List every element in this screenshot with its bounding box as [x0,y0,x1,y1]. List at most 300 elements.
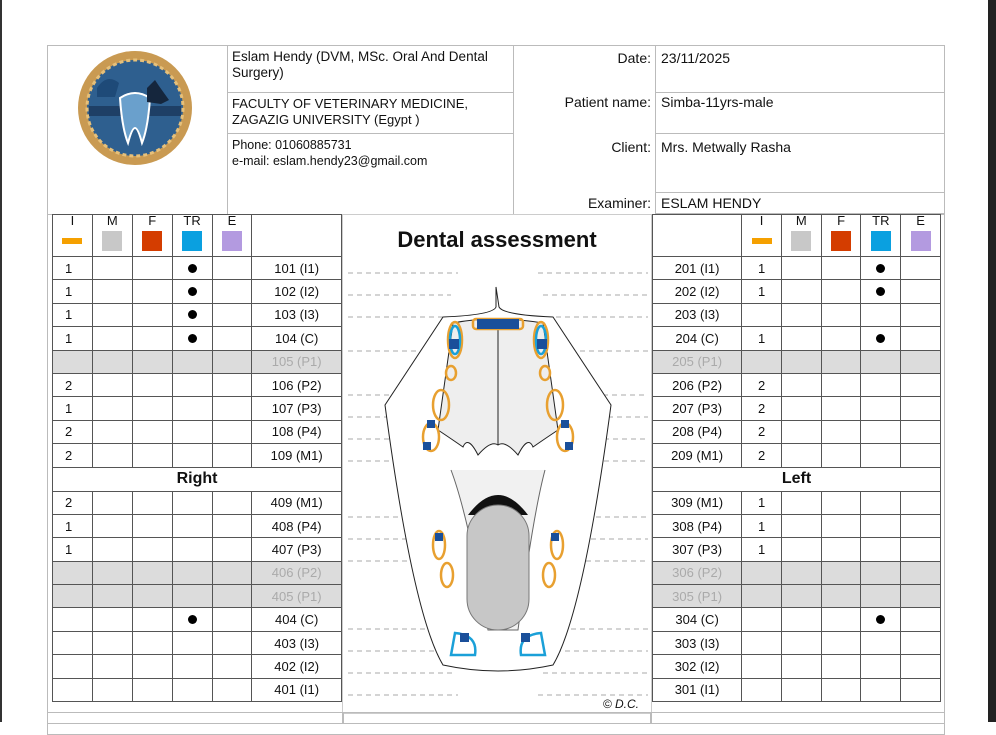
tooth-number: 202 (I2) [653,280,742,303]
cell-i[interactable]: 1 [742,491,782,514]
cell-m[interactable] [92,444,132,467]
treatment-dot [876,264,885,273]
legend-m [92,215,132,257]
next-section [343,712,651,724]
cell-i[interactable]: 2 [742,373,782,396]
legend-code: M [795,213,807,228]
cell-f[interactable] [821,514,861,537]
cell-m[interactable] [92,561,132,584]
cell-f[interactable] [132,420,172,443]
cell-m[interactable] [781,303,821,326]
legend-code: F [148,213,157,228]
cell-e[interactable] [212,303,252,326]
cell-tr[interactable] [861,257,901,280]
cell-m[interactable] [781,585,821,608]
cell-e[interactable] [901,397,941,420]
tooth-row[interactable] [53,585,342,608]
client-value: Mrs. Metwally Rasha [661,139,791,155]
legend-swatch-tr [182,231,202,251]
cell-m[interactable] [92,538,132,561]
cell-tr[interactable] [861,585,901,608]
tooth-number: 302 (I2) [653,655,742,678]
cell-tr[interactable] [172,678,212,701]
cell-f[interactable] [821,678,861,701]
cell-f[interactable] [132,444,172,467]
cell-e[interactable] [212,420,252,443]
tooth-number: 305 (P1) [653,585,742,608]
cell-tr[interactable] [172,631,212,654]
tooth-number: 203 (I3) [653,303,742,326]
diagram-title: Dental assessment [397,227,597,252]
cell-i[interactable] [53,655,93,678]
cell-tr[interactable] [861,420,901,443]
cell-e[interactable] [212,397,252,420]
cell-m[interactable] [781,350,821,373]
tooth-number: 106 (P2) [252,373,342,396]
cell-f[interactable] [821,444,861,467]
cell-f[interactable] [132,655,172,678]
tooth-row[interactable] [53,257,342,280]
tooth-row[interactable] [653,608,941,631]
tooth-number: 402 (I2) [252,655,342,678]
legend-swatch-i [62,238,82,244]
tooth-row[interactable] [653,257,941,280]
tooth-row[interactable] [53,538,342,561]
cell-i[interactable]: 1 [53,514,93,537]
tooth-row[interactable] [653,420,941,443]
cell-e[interactable] [212,655,252,678]
cell-tr[interactable] [172,538,212,561]
cell-e[interactable] [212,608,252,631]
cell-e[interactable] [212,585,252,608]
cell-m[interactable] [92,514,132,537]
tooth-number: 306 (P2) [653,561,742,584]
legend-code: TR [872,213,890,228]
email: e-mail: eslam.hendy23@gmail.com [232,154,428,168]
cell-tr[interactable] [861,561,901,584]
cell-tr[interactable] [172,420,212,443]
examiner-value: ESLAM HENDY [661,195,762,211]
tooth-number: 409 (M1) [252,491,342,514]
cell-f[interactable] [132,397,172,420]
cell-e[interactable] [901,678,941,701]
cell-tr[interactable] [861,303,901,326]
cell-f[interactable] [821,257,861,280]
cell-f[interactable] [821,327,861,350]
cell-f[interactable] [821,585,861,608]
tooth-number: 207 (P3) [653,397,742,420]
cell-tr[interactable] [861,491,901,514]
cell-f[interactable] [132,327,172,350]
cell-f[interactable] [821,655,861,678]
cell-tr[interactable] [861,678,901,701]
side-label-row [53,467,342,491]
tooth-row[interactable] [53,444,342,467]
cell-m[interactable] [92,373,132,396]
cell-m[interactable] [781,327,821,350]
cell-tr[interactable] [861,373,901,396]
tooth-row[interactable] [53,655,342,678]
tooth-number: 208 (P4) [653,420,742,443]
tooth-row[interactable] [653,491,941,514]
tooth-row[interactable] [53,561,342,584]
legend-code: F [837,213,846,228]
tooth-number: 404 (C) [252,608,342,631]
logo-cell [47,45,228,215]
cell-m[interactable] [781,514,821,537]
cell-f[interactable] [132,561,172,584]
cell-f[interactable] [821,631,861,654]
tooth-number: 107 (P3) [252,397,342,420]
treatment-dot [188,310,197,319]
cell-tr[interactable] [172,397,212,420]
tooth-row[interactable] [653,585,941,608]
cell-e[interactable] [901,655,941,678]
legend-swatch-e [911,231,931,251]
legend-code: E [227,213,237,228]
cell-i[interactable] [742,350,782,373]
cell-i[interactable]: 2 [742,444,782,467]
cell-e[interactable] [212,631,252,654]
tooth-row[interactable] [653,538,941,561]
cell-e[interactable] [212,444,252,467]
cell-f[interactable] [132,491,172,514]
tooth-row[interactable] [53,491,342,514]
cell-f[interactable] [132,585,172,608]
legend-swatch-f [831,231,851,251]
cell-tr[interactable] [172,373,212,396]
treatment-dot [188,287,197,296]
tooth-number: 303 (I3) [653,631,742,654]
cell-m[interactable] [781,491,821,514]
cell-f[interactable] [132,373,172,396]
cell-i[interactable] [53,631,93,654]
cell-i[interactable]: 1 [53,538,93,561]
cell-m[interactable] [92,350,132,373]
cell-e[interactable] [901,631,941,654]
cell-m[interactable] [781,561,821,584]
cell-m[interactable] [92,585,132,608]
cell-tr[interactable] [861,538,901,561]
cell-e[interactable] [901,491,941,514]
cell-i[interactable]: 1 [53,257,93,280]
cell-f[interactable] [132,257,172,280]
cell-tr[interactable] [861,631,901,654]
cell-tr[interactable] [861,514,901,537]
cell-m[interactable] [92,420,132,443]
cell-m[interactable] [781,373,821,396]
cell-f[interactable] [821,397,861,420]
cell-e[interactable] [901,538,941,561]
tooth-row[interactable] [653,631,941,654]
cell-f[interactable] [821,373,861,396]
cell-tr[interactable] [861,327,901,350]
cell-f[interactable] [821,420,861,443]
legend-swatch-tr [871,231,891,251]
cell-i[interactable] [742,608,782,631]
cell-i[interactable] [53,585,93,608]
cell-e[interactable] [212,538,252,561]
tooth-number: 406 (P2) [252,561,342,584]
client-label: Client: [611,139,651,155]
tooth-row[interactable] [653,678,941,701]
cell-tr[interactable] [861,280,901,303]
cell-e[interactable] [212,561,252,584]
tooth-row[interactable] [53,420,342,443]
tooth-row[interactable] [53,608,342,631]
cell-m[interactable] [781,420,821,443]
tooth-row[interactable] [653,327,941,350]
legend-row [53,215,342,257]
cell-e[interactable] [901,303,941,326]
cell-m[interactable] [781,608,821,631]
tooth-number: 401 (I1) [252,678,342,701]
legend-e [212,215,252,257]
cell-f[interactable] [132,514,172,537]
tooth-number: 109 (M1) [252,444,342,467]
cell-m[interactable] [92,257,132,280]
tooth-row[interactable] [653,561,941,584]
cell-f[interactable] [132,631,172,654]
legend-code: TR [183,213,201,228]
legend-tr [861,215,901,257]
tooth-row[interactable] [53,631,342,654]
cell-tr[interactable] [172,327,212,350]
tooth-number: 101 (I1) [252,257,342,280]
cell-m[interactable] [781,444,821,467]
legend-i [742,215,782,257]
cell-tr[interactable] [861,608,901,631]
cell-m[interactable] [781,538,821,561]
legend-f [821,215,861,257]
cell-i[interactable] [742,655,782,678]
cell-i[interactable]: 1 [53,280,93,303]
cell-tr[interactable] [861,655,901,678]
scrollbar[interactable] [988,0,996,722]
cell-m[interactable] [781,655,821,678]
cell-i[interactable]: 2 [53,420,93,443]
cell-e[interactable] [901,420,941,443]
cell-tr[interactable] [172,655,212,678]
cell-i[interactable] [742,585,782,608]
legend-f [132,215,172,257]
cell-m[interactable] [92,303,132,326]
cell-f[interactable] [821,491,861,514]
tooth-row[interactable] [653,397,941,420]
cell-tr[interactable] [172,257,212,280]
tooth-row[interactable] [53,678,342,701]
treatment-dot [188,615,197,624]
cell-i[interactable]: 1 [742,257,782,280]
cell-tr[interactable] [861,350,901,373]
cell-i[interactable] [742,678,782,701]
cell-m[interactable] [781,257,821,280]
cell-i[interactable] [53,561,93,584]
tooth-row[interactable] [53,514,342,537]
cell-m[interactable] [781,678,821,701]
blank-header [252,215,342,257]
cell-tr[interactable] [172,514,212,537]
cell-f[interactable] [132,350,172,373]
tooth-number: 301 (I1) [653,678,742,701]
legend-e [901,215,941,257]
tooth-number: 102 (I2) [252,280,342,303]
cell-tr[interactable] [172,608,212,631]
cell-e[interactable] [212,257,252,280]
treatment-dot [876,287,885,296]
cell-i[interactable]: 2 [742,397,782,420]
cell-i[interactable]: 1 [742,538,782,561]
cell-i[interactable] [53,678,93,701]
cell-f[interactable] [132,538,172,561]
tooth-row[interactable] [653,373,941,396]
cell-i[interactable]: 2 [53,373,93,396]
cell-e[interactable] [901,280,941,303]
cell-tr[interactable] [172,561,212,584]
tooth-number: 105 (P1) [252,350,342,373]
cell-i[interactable] [53,350,93,373]
side-label: Left [653,467,941,491]
cell-f[interactable] [132,608,172,631]
cell-m[interactable] [781,397,821,420]
cell-tr[interactable] [172,303,212,326]
legend-m [781,215,821,257]
cell-e[interactable] [212,327,252,350]
cell-i[interactable]: 1 [742,327,782,350]
cell-f[interactable] [821,350,861,373]
tooth-row[interactable] [653,655,941,678]
legend-tr [172,215,212,257]
tooth-row[interactable] [653,303,941,326]
cell-e[interactable] [212,514,252,537]
cell-e[interactable] [901,608,941,631]
dental-diagram [342,214,652,714]
examiner-label: Examiner: [587,195,651,211]
cell-e[interactable] [212,350,252,373]
cell-i[interactable] [742,631,782,654]
tooth-row[interactable] [53,397,342,420]
tooth-row[interactable] [53,280,342,303]
tooth-row[interactable] [53,303,342,326]
window-edge [0,0,2,722]
cell-e[interactable] [901,561,941,584]
cell-tr[interactable] [861,397,901,420]
cell-m[interactable] [92,327,132,350]
cell-f[interactable] [132,303,172,326]
tooth-row[interactable] [653,514,941,537]
tooth-number: 308 (P4) [653,514,742,537]
tooth-number: 405 (P1) [252,585,342,608]
phone: Phone: 01060885731 [232,138,352,152]
cell-e[interactable] [901,514,941,537]
cell-f[interactable] [821,561,861,584]
cell-f[interactable] [821,280,861,303]
contact-cell [227,133,514,215]
legend-swatch-f [142,231,162,251]
cell-e[interactable] [901,350,941,373]
cell-i[interactable]: 1 [742,514,782,537]
cell-i[interactable]: 2 [53,491,93,514]
cell-m[interactable] [92,655,132,678]
patient-value: Simba-11yrs-male [661,94,774,110]
cell-tr[interactable] [172,280,212,303]
next-section [651,712,945,724]
date-label: Date: [617,50,651,66]
cell-i[interactable] [742,303,782,326]
cell-i[interactable]: 2 [53,444,93,467]
cell-f[interactable] [821,538,861,561]
tooth-number: 403 (I3) [252,631,342,654]
cell-i[interactable]: 1 [53,327,93,350]
tooth-number: 104 (C) [252,327,342,350]
cell-m[interactable] [92,608,132,631]
cell-f[interactable] [132,678,172,701]
cell-m[interactable] [92,631,132,654]
tooth-row[interactable] [653,350,941,373]
tooth-number: 103 (I3) [252,303,342,326]
cell-tr[interactable] [172,491,212,514]
cell-e[interactable] [901,373,941,396]
cell-e[interactable] [212,678,252,701]
cell-m[interactable] [92,491,132,514]
tooth-row[interactable] [53,327,342,350]
tooth-row[interactable] [53,350,342,373]
cell-m[interactable] [781,631,821,654]
blank-header [653,215,742,257]
cell-tr[interactable] [172,350,212,373]
cell-f[interactable] [132,280,172,303]
cell-m[interactable] [92,280,132,303]
cell-m[interactable] [781,280,821,303]
cell-i[interactable]: 1 [742,280,782,303]
cell-i[interactable] [53,608,93,631]
side-label: Right [53,467,342,491]
clinic-logo [75,48,195,168]
legend-swatch-i [752,238,772,244]
treatment-dot [188,264,197,273]
cell-e[interactable] [901,257,941,280]
cell-e[interactable] [901,585,941,608]
tooth-number: 108 (P4) [252,420,342,443]
legend-swatch-e [222,231,242,251]
cell-tr[interactable] [172,585,212,608]
side-label-row [653,467,941,491]
tooth-row[interactable] [653,444,941,467]
cell-e[interactable] [212,373,252,396]
cell-e[interactable] [212,280,252,303]
cell-i[interactable]: 1 [53,303,93,326]
cell-f[interactable] [821,303,861,326]
doctor-name: Eslam Hendy (DVM, MSc. Oral And Dental Surgery) [227,45,514,93]
cell-f[interactable] [821,608,861,631]
cell-tr[interactable] [172,444,212,467]
cell-e[interactable] [901,327,941,350]
cell-i[interactable]: 1 [53,397,93,420]
legend-code: E [916,213,925,228]
cell-e[interactable] [212,491,252,514]
cell-i[interactable]: 2 [742,420,782,443]
cell-tr[interactable] [861,444,901,467]
tooth-row[interactable] [653,280,941,303]
faculty-name: FACULTY OF VETERINARY MEDICINE, ZAGAZIG UNIVERSITY (Egypt ) [227,92,514,134]
tooth-row[interactable] [53,373,342,396]
cell-m[interactable] [92,678,132,701]
treatment-dot [876,334,885,343]
cell-e[interactable] [901,444,941,467]
next-section [47,712,343,724]
cell-i[interactable] [742,561,782,584]
cell-m[interactable] [92,397,132,420]
